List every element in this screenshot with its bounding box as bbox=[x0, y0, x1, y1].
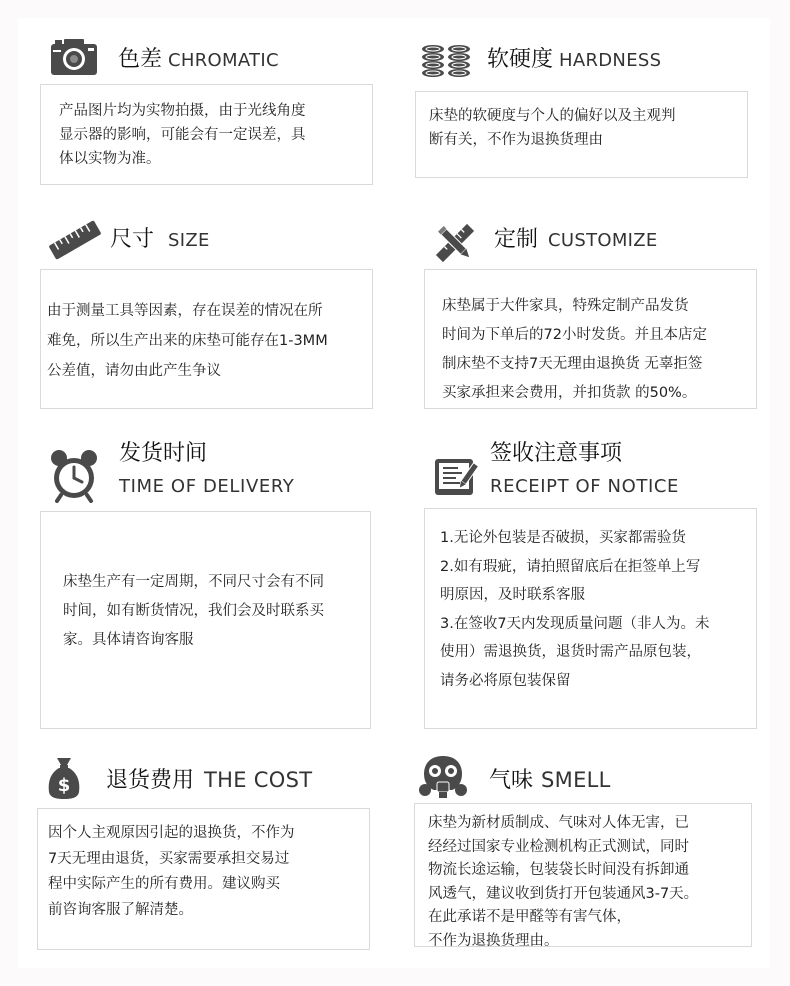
text-line: 明原因，及时联系客服 bbox=[440, 587, 585, 603]
ruler-icon bbox=[48, 218, 102, 262]
gas-mask-icon bbox=[418, 754, 468, 800]
section-title: 签收注意事项 bbox=[490, 441, 623, 466]
section-title: 尺寸 SIZE bbox=[110, 227, 210, 252]
spring-coils-icon bbox=[421, 44, 473, 82]
section-title: 气味 SMELL bbox=[489, 768, 611, 793]
alarm-clock-icon bbox=[49, 449, 99, 503]
text-line: 请务必将原包装保留 bbox=[440, 672, 571, 689]
text-line: 7天无理由退货，买家需要承担交易过 bbox=[48, 850, 290, 867]
text-line: 显示器的影响，可能会有一定误差，具 bbox=[59, 127, 306, 143]
text-line: 在此承诺不是甲醛等有害气体， bbox=[428, 909, 631, 925]
section-title-en: SIZE bbox=[168, 230, 210, 251]
section-title: 定制 CUSTOMIZE bbox=[494, 227, 658, 252]
text-line: 由于测量工具等因素，存在误差的情况在所 bbox=[47, 303, 323, 319]
text-line: 床垫属于大件家具，特殊定制产品发货 bbox=[442, 298, 689, 314]
section-title-en: TIME OF DELIVERY bbox=[119, 476, 295, 497]
text-line: 床垫为新材质制成、气味对人体无害，已 bbox=[428, 815, 689, 831]
camera-icon bbox=[50, 38, 98, 76]
section-title-en: RECEIPT OF NOTICE bbox=[490, 476, 680, 497]
tablet-document-icon bbox=[434, 458, 478, 498]
text-line: 经经过国家专业检测机构正式测试，同时 bbox=[428, 838, 689, 855]
section-title: 软硬度 HARDNESS bbox=[487, 47, 662, 72]
text-line: 买家承担来会费用，并扣货款 的50%。 bbox=[442, 385, 697, 401]
text-line: 家。具体请咨询客服 bbox=[63, 632, 194, 648]
money-bag-icon bbox=[47, 756, 81, 800]
section-text-box bbox=[40, 511, 371, 729]
text-line: 床垫的软硬度与个人的偏好以及主观判 bbox=[429, 108, 676, 124]
section-text-box bbox=[415, 91, 748, 178]
section-title-en: THE COST bbox=[204, 768, 313, 792]
text-line: 断有关，不作为退换货理由 bbox=[429, 132, 603, 148]
text-line: 物流长途运输，包装袋长时间没有拆卸通 bbox=[428, 862, 689, 878]
text-line: 2.如有瑕疵，请拍照留底后在拒签单上写 bbox=[440, 558, 701, 575]
section-text-box bbox=[37, 808, 370, 950]
text-line: 风透气，建议收到货打开包装通风3-7天。 bbox=[428, 885, 699, 902]
text-line: 不作为退换货理由。 bbox=[428, 932, 559, 949]
text-line: 公差值，请勿由此产生争议 bbox=[47, 363, 221, 379]
text-line: 产品图片均为实物拍摄，由于光线角度 bbox=[59, 103, 306, 119]
text-line: 使用）需退换货，退货时需产品原包装， bbox=[440, 644, 701, 660]
text-line: 程中实际产生的所有费用。建议购买 bbox=[48, 876, 280, 892]
section-title-en: SMELL bbox=[541, 768, 611, 792]
text-line: 难免，所以生产出来的床垫可能存在1-3MM bbox=[47, 333, 328, 349]
text-line: 因个人主观原因引起的退换货，不作为 bbox=[48, 825, 295, 841]
section-text-box bbox=[40, 269, 373, 409]
text-line: 体以实物为准。 bbox=[59, 151, 161, 167]
section-text-box bbox=[414, 803, 752, 947]
text-line: 时间为下单后的72小时发货。并且本店定 bbox=[442, 327, 707, 343]
pencil-ruler-icon bbox=[435, 223, 475, 263]
svg-text:$: $ bbox=[57, 775, 71, 796]
section-title: 色差 CHROMATIC bbox=[118, 47, 279, 72]
text-line: 3.在签收7天内发现质量问题（非人为。未 bbox=[440, 615, 710, 632]
section-title: 退货费用 THE COST bbox=[106, 768, 313, 793]
text-line: 前咨询客服了解清楚。 bbox=[48, 901, 193, 918]
text-line: 时间，如有断货情况，我们会及时联系买 bbox=[63, 603, 324, 619]
section-title-en: CUSTOMIZE bbox=[548, 230, 658, 251]
text-line: 床垫生产有一定周期，不同尺寸会有不同 bbox=[63, 574, 324, 590]
section-text-box bbox=[424, 508, 757, 729]
text-line: 制床垫不支持7天无理由退换货 无辜拒签 bbox=[442, 356, 703, 372]
section-title: 发货时间 bbox=[119, 441, 208, 466]
text-line: 1.无论外包装是否破损，买家都需验货 bbox=[440, 530, 686, 546]
section-title-en: HARDNESS bbox=[559, 50, 662, 71]
section-text-box bbox=[40, 84, 373, 185]
section-text-box bbox=[424, 269, 757, 409]
section-title-en: CHROMATIC bbox=[168, 50, 279, 71]
